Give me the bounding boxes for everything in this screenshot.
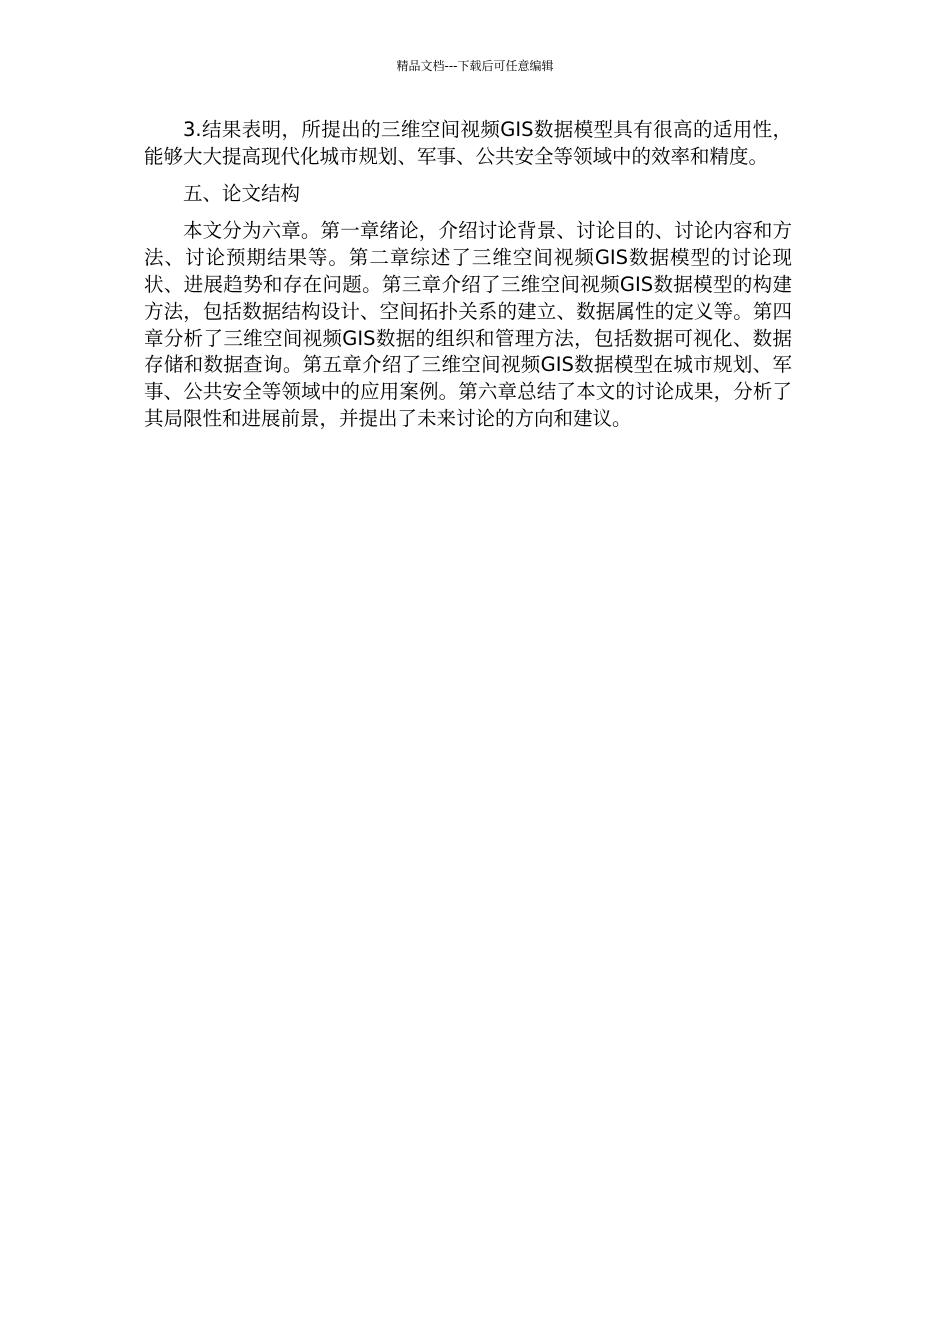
page-header: 精品文档---下载后可任意编辑 bbox=[396, 59, 554, 73]
results-paragraph: 3.结果表明，所提出的三维空间视频GIS数据模型具有很高的适用性，能够大大提高现代化城市规划、军事、公共安全等领域中的效率和精度。 bbox=[144, 118, 792, 168]
document-body bbox=[144, 117, 792, 433]
section-heading-thesis-structure: 五、论文结构 bbox=[183, 182, 301, 206]
thesis-structure-paragraph: 本文分为六章。第一章绪论，介绍讨论背景、讨论目的、讨论内容和方法、讨论预期结果等。第二章综述了三维空间视频GIS数据模型的讨论现状、进展趋势和存在问题。第三章介绍了三维空间视频GIS数据模型的构建方法，包括数据结构设计、空间拓扑关系的建立、数据属性的定义等。第四章分析了三维空间视频GIS数据的组织和管理方法，包括数据可视化、数据存储和数据查询。第五章介绍了三维空间视频GIS数据模型在城市规划、军事、公共安全等领域中的应用案例。第六章总结了本文的讨论成果，分析了其局限性和进展前景，并提出了未来讨论的方向和建议。 bbox=[144, 219, 792, 430]
